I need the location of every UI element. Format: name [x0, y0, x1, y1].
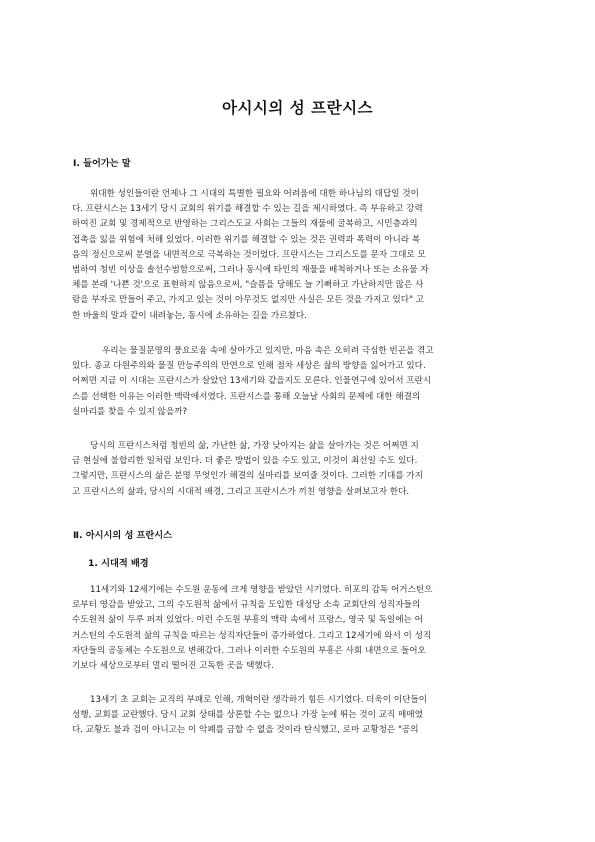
- text-line: 한 바울의 말과 같이 내려놓는, 동시에 소유하는 길을 가르쳤다.: [72, 310, 307, 321]
- text-line: 우리는 물질문명의 풍요로움 속에 살아가고 있지만, 마음 속은 오히려 극심한 빈곤을 겪고: [102, 346, 434, 356]
- text-line: 하여진 교회 및 경제적으로 반영하는 그리스도교 사회는 그들의 재물에 굴복하고, 시민층과의: [72, 219, 418, 230]
- paragraph: [72, 693, 522, 739]
- text-line: 어쩌면 지금 이 시대는 프란시스가 살았던 13세기와 같을지도 모른다. 인물연구에 있어서 프란시: [72, 376, 432, 387]
- text-line: 11세기와 12세기에는 수도원 운동에 크게 영향을 받았던 시기였다. 히포의 감독 어거스틴으: [90, 585, 433, 595]
- text-line: 스를 선택한 이유는 이러한 맥락에서였다. 프란시스를 통해 오늘날 사회의 문제에 대한 해결의: [72, 391, 421, 402]
- text-line: 다. 프란시스는 13세기 당시 교회의 위기를 해결할 수 있는 길을 제시하였다. 즉 부유하고 강력: [72, 204, 423, 215]
- text-line: 실마리를 찾을 수 있지 않을까?: [72, 406, 188, 417]
- text-line: 음의 정신으로써 분열을 내면적으로 극복하는 것이었다. 프란시스는 그리스도를 문자 그대로 모: [72, 249, 426, 260]
- text-line: 위대한 성인들이란 언제나 그 시대의 특별한 필요와 어려움에 대한 하나님의 대답일 것이: [90, 189, 419, 199]
- text-line: 있다. 종교 다원주의와 물질 만능주의의 만연으로 인해 점차 세상은 삶의 방향을 잃어가고 있다.: [72, 361, 426, 372]
- text-line: 기보다 세상으로부터 멀리 떨어진 고독한 곳을 택했다.: [72, 661, 274, 672]
- document-title: 아시시의 성 프란시스: [221, 99, 374, 117]
- section-heading-introduction: Ⅰ. 들어가는 말: [73, 158, 131, 169]
- text-line: 금 현실에 불합리한 일처럼 보인다. 더 좋은 방법이 있을 수도 있고, 이것이 최선일 수도 있다.: [72, 456, 418, 467]
- text-line: 람을 부자로 만들어 주고, 가지고 있는 것이 아무것도 없지만 사실은 모든 것을 가지고 있다" 고: [72, 295, 425, 306]
- text-line: 수도원적 삶이 두루 퍼져 있었다. 이런 수도원 부흥의 맥락 속에서 프랑스, 영국 및 독일에는 어: [72, 615, 423, 626]
- paragraph: [72, 344, 522, 420]
- text-line: 다. 교황도 불과 검이 아니고는 이 악폐를 금할 수 없을 것이라 탄식했고, 로마 교황청은 "공의: [72, 725, 419, 736]
- paragraph: [72, 439, 522, 500]
- text-line: 거스틴의 수도원적 삶의 규칙을 따르는 성직자단들이 증가하였다. 그리고 12세기에 와서 이 성직: [72, 630, 432, 641]
- text-line: 성행, 교회를 교란했다. 당시 교회 상태를 상론할 수는 없으나 가장 눈에 뛰는 것이 교직 매매였: [72, 710, 423, 721]
- section-heading-francis: Ⅱ. 아시시의 성 프란시스: [73, 530, 173, 541]
- text-line: 13세기 초 교회는 교직의 부패로 인해, 개혁이란 생각하기 힘든 시기였다. 더욱이 이단들이: [90, 695, 428, 705]
- text-line: 자단들의 공동체는 수도원으로 변해갔다. 그러나 이러한 수도원의 부흥은 사회 내면으로 들어오: [72, 645, 426, 656]
- text-line: 체를 본래 '나쁜 것'으로 표현하지 않음으로써, "슬픔을 당해도 늘 기뻐하고 가난하지만 많은 사: [72, 280, 424, 291]
- subsection-heading-background: 1. 시대적 배경: [88, 558, 149, 569]
- text-line: 고 프란시스의 삶과, 당시의 시대적 배경, 그리고 프란시스가 끼친 영향을 살펴보고자 한다.: [72, 486, 410, 497]
- text-line: 당시의 프란시스처럼 청빈의 삶, 가난한 삶, 가장 낮아지는 삶을 살아가는 것은 어쩌면 지: [90, 441, 419, 451]
- text-line: 로부터 영감을 받았고, 그의 수도원적 삶에서 규칙을 도입한 대성당 소속 교회단의 성직자들의: [72, 600, 421, 611]
- text-line: 접촉을 잃을 위험에 처해 있었다. 이러한 위기를 해결할 수 있는 것은 권력과 폭력이 아니라 복: [72, 234, 421, 245]
- text-line: 그렇지만, 프란시스의 삶은 분명 무엇인가 해결의 실마리를 보여줄 것이다. 그러한 기대를 가지: [72, 471, 423, 482]
- paragraph: [72, 187, 522, 324]
- text-line: 범하여 청빈 이상을 솔선수범함으로써, 그러나 동시에 타인의 재물을 배척하거나 또는 소유물 자: [72, 265, 429, 276]
- paragraph: [72, 583, 522, 674]
